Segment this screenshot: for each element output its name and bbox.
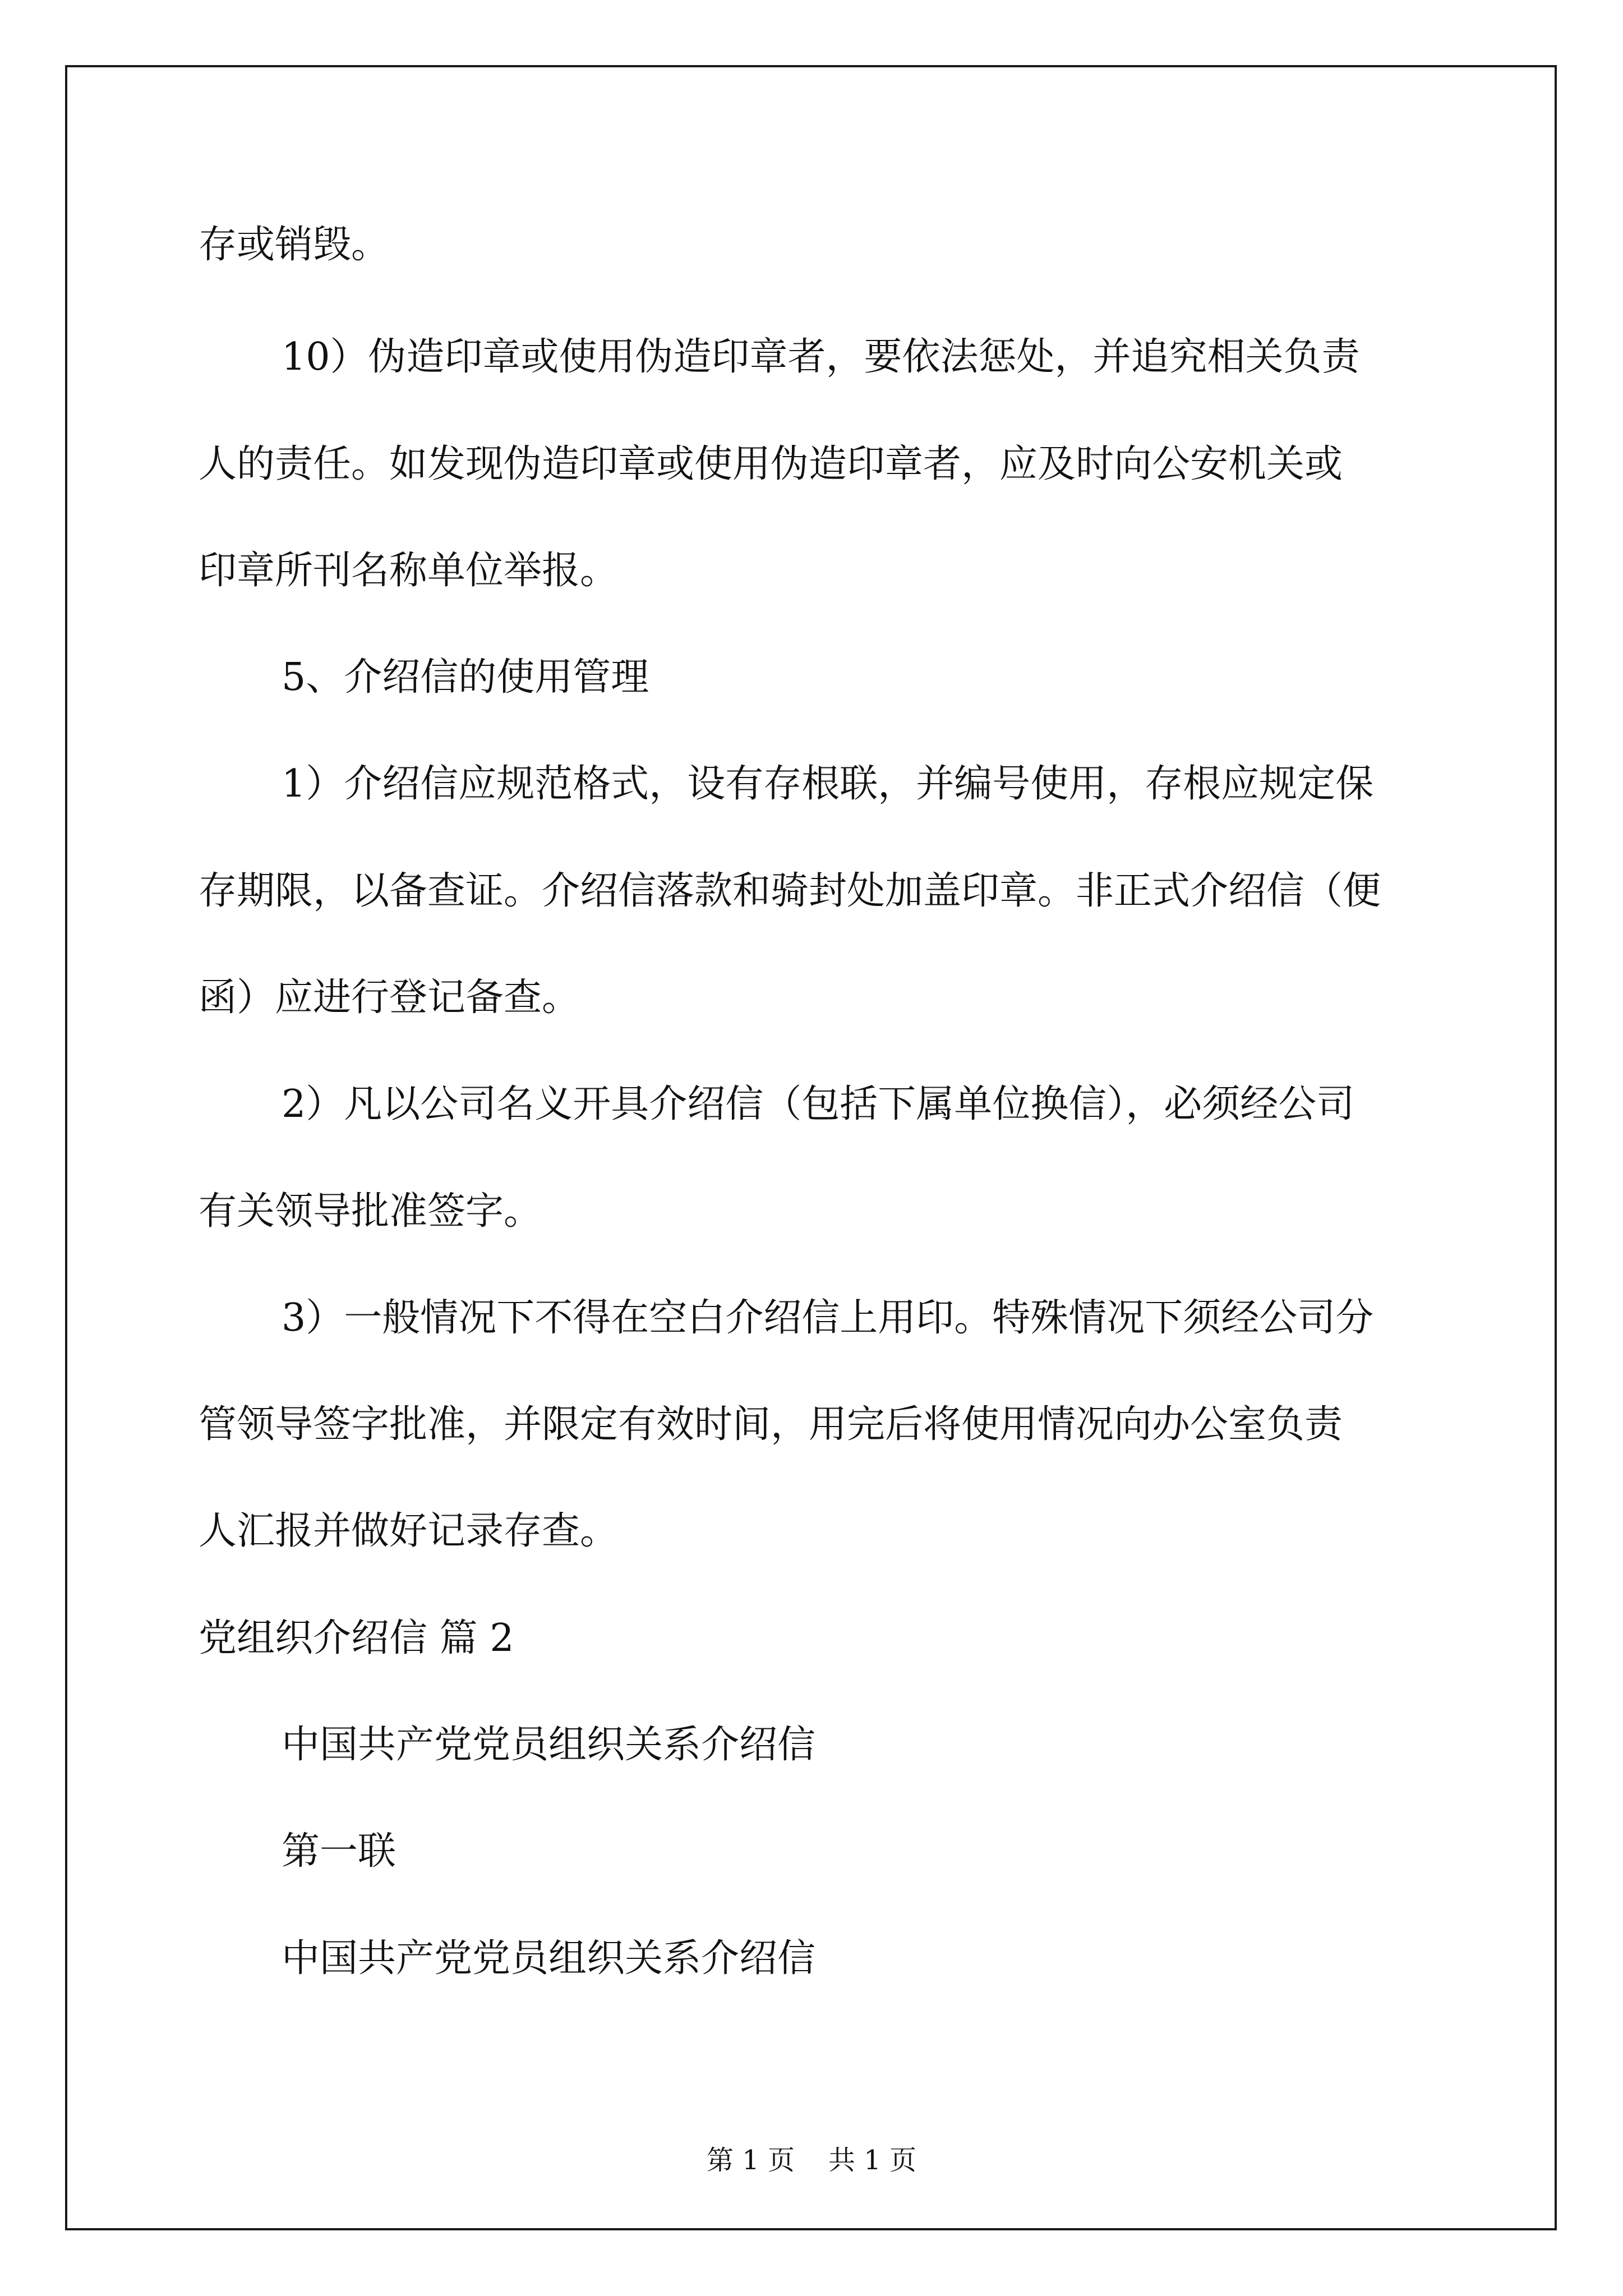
body-text-line: 管领导签字批准，并限定有效时间，用完后将使用情况向办公室负责: [199, 1402, 1343, 1447]
body-text-line: 存或销毁。: [199, 223, 390, 267]
letter-title: 中国共产党党员组织关系介绍信: [282, 1723, 816, 1767]
page-number-current: 第 1 页: [706, 2145, 795, 2176]
copy-label: 第一联: [282, 1829, 396, 1874]
body-text-line: 3）一般情况下不得在空白介绍信上用印。特殊情况下须经公司分: [282, 1296, 1374, 1340]
body-text-line: 函）应进行登记备查。: [199, 976, 580, 1020]
letter-title: 中国共产党党员组织关系介绍信: [282, 1936, 816, 1981]
body-text-line: 印章所刊名称单位举报。: [199, 549, 619, 593]
section-heading: 5、介绍信的使用管理: [282, 655, 649, 700]
body-text-line: 存期限，以备查证。介绍信落款和骑封处加盖印章。非正式介绍信（便: [199, 869, 1381, 913]
article-heading: 党组织介绍信 篇 2: [199, 1616, 514, 1660]
body-text-line: 人的责任。如发现伪造印章或使用伪造印章者，应及时向公安机关或: [199, 442, 1343, 486]
body-text-line: 2）凡以公司名义开具介绍信（包括下属单位换信），必须经公司: [282, 1082, 1355, 1126]
body-text-line: 10）伪造印章或使用伪造印章者，要依法惩处，并追究相关负责: [282, 335, 1360, 379]
body-text-line: 有关领导批准签字。: [199, 1189, 542, 1234]
page-number-total: 共 1 页: [828, 2145, 917, 2176]
body-text-line: 1）介绍信应规范格式，设有存根联，并编号使用，存根应规定保: [282, 762, 1374, 806]
body-text-line: 人汇报并做好记录存查。: [199, 1509, 619, 1553]
page-border: [65, 65, 1557, 2230]
page-footer: [0, 2147, 1623, 2174]
